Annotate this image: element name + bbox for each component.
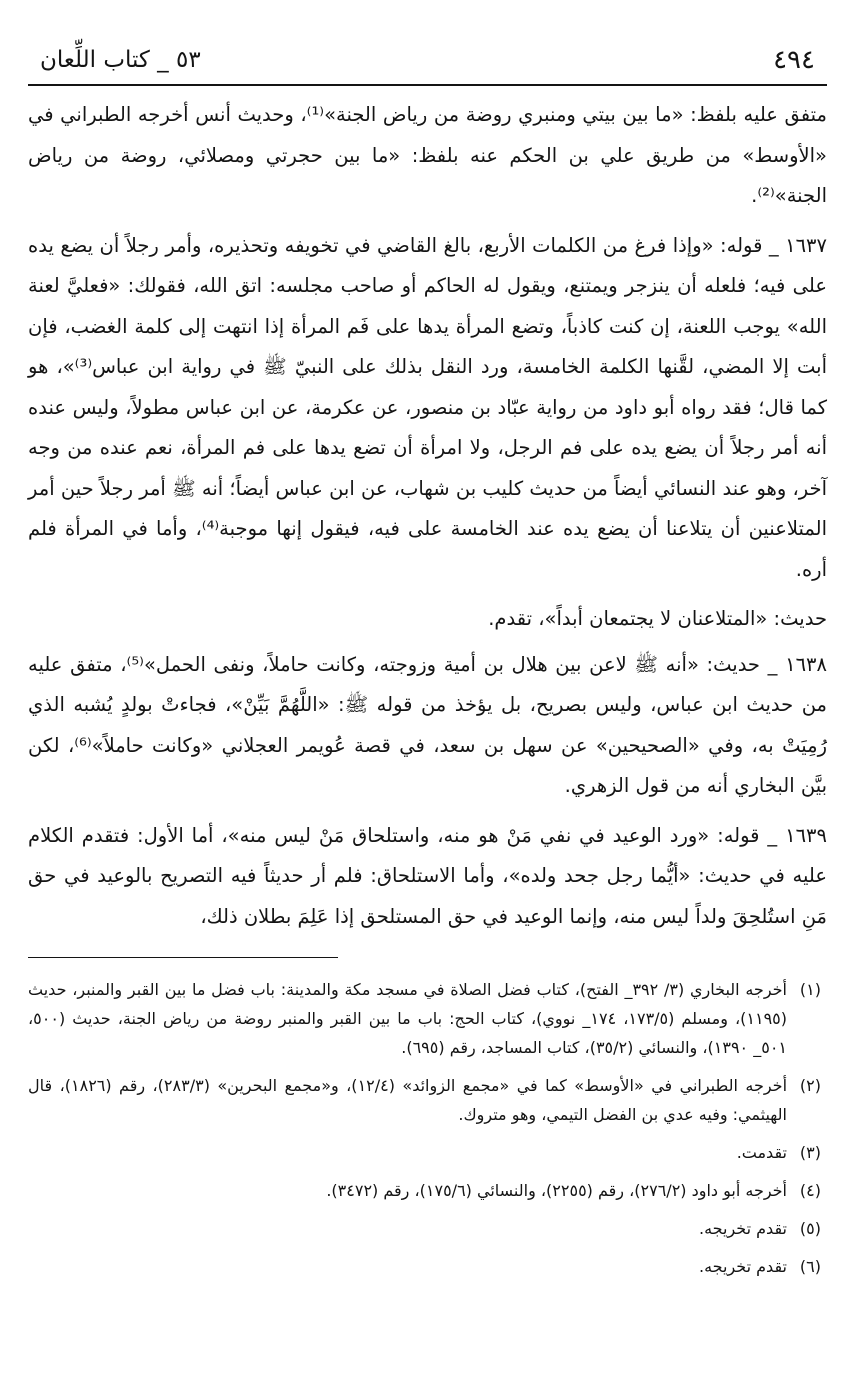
chapter-title: ٥٣ _ كتاب اللِّعان — [40, 47, 201, 73]
footnote-1 — [28, 975, 821, 1062]
footnote-5 — [28, 1214, 821, 1243]
paragraph-1638: ١٦٣٨ _ حديث: «أنه ﷺ لاعن بين هلال بن أمية وزوجته، وكانت حاملاً، ونفى الحمل»⁽⁵⁾، متفق عليه من حديث ابن عباس، وليس بصريح، بل يؤخذ من قوله ﷺ: «اللَّهُمَّ بَيِّنْ»، فجاءتْ بولدٍ يُشبه الذي رُمِيَتْ به، وفي «الصحيحين» عن سهل بن سعد، في قصة عُويمر العجلاني «وكانت حاملاً»⁽⁶⁾، لكن بيَّن البخاري أنه من قول الزهري. — [28, 652, 827, 797]
footnote-text: أخرجه الطبراني في «الأوسط» كما في «مجمع الزوائد» (١٢/٤)، و«مجمع البحرين» (٢٨٣/٣)، رقم (١٨٢٦)، قال الهيثمي: وفيه عدي بن الفضل التيمي، وهو متروك. — [28, 1076, 788, 1124]
paragraph-1637: ١٦٣٧ _ قوله: «وإذا فرغ من الكلمات الأربع، بالغ القاضي في تخويفه وتحذيره، وأمر رجلاً أن يضع يده على فيه؛ فلعله أن ينزجر ويمتنع، ويقول له الحاكم أو صاحب مجلسه: اتق الله، فقولك: «فعليَّ لعنة الله» يوجب اللعنة، إن كنت كاذباً، وتضع المرأة يدها على فَم المرأة إذا انتهت إلى كلمة الغضب، فإن أبت إلا المضي، لقَّنها الكلمة الخامسة، ورد النقل بذلك على النبيّ ﷺ في رواية ابن عباس⁽³⁾»، هو كما قال؛ فقد رواه أبو داود من رواية عبّاد بن منصور، عن عكرمة، عن ابن عباس مطولاً، وليس عنده أنه أمر رجلاً أن يضع يده على فم الرجل، ولا امرأة أن تضع يدها على فم المرأة، نعم عنده من وجه آخر، وهو عند النسائي أيضاً من حديث كليب بن شهاب، عن ابن عباس أيضاً؛ أنه ﷺ أمر رجلاً حين أمر المتلاعنين أن يتلاعنا أن يضع يده عند الخامسة على فيه، فيقول إنها موجبة⁽⁴⁾، وأما في المرأة فلم أره. — [28, 233, 828, 581]
footnotes — [28, 975, 821, 1290]
main-text — [28, 95, 827, 946]
running-header — [28, 40, 827, 86]
paragraph-1639: ١٦٣٩ _ قوله: «ورد الوعيد في نفي مَنْ هو منه، واستلحاق مَنْ ليس منه»، أما الأول: فتقدم الكلام عليه في حديث: «أيُّما رجل جحد ولده»، وأما الاستلحاق: فلم أر حديثاً فيه التصريح بالوعيد في حق مَنِ استُلحِقَ ولداً ليس منه، وإنما الوعيد في حق المستلحق إذا عَلِمَ بطلان ذلك، — [28, 823, 827, 928]
footnote-6 — [28, 1252, 821, 1281]
paragraph-hadith-mutalaainan: حديث: «المتلاعنان لا يجتمعان أبداً»، تقدم. — [488, 607, 827, 630]
footnote-number: (٥) — [799, 1219, 821, 1238]
footnote-2 — [28, 1071, 821, 1129]
footnote-3 — [28, 1138, 821, 1167]
footnote-separator — [28, 957, 338, 958]
paragraph-1: متفق عليه بلفظ: «ما بين بيتي ومنبري روضة من رياض الجنة»⁽¹⁾، وحديث أنس أخرجه الطبراني في «الأوسط» من طريق علي بن الحكم عنه بلفظ: «ما بين حجرتي ومصلائي، روضة من رياض الجنة»⁽²⁾. — [28, 103, 827, 207]
footnote-4 — [28, 1176, 821, 1205]
footnote-text: تقدمت. — [736, 1143, 787, 1162]
footnote-number: (٤) — [799, 1181, 821, 1200]
footnote-number: (١) — [799, 980, 821, 999]
footnote-number: (٦) — [799, 1257, 821, 1276]
footnote-text: أخرجه أبو داود (٢٧٦/٢)، رقم (٢٢٥٥)، والنسائي (١٧٥/٦)، رقم (٣٤٧٢). — [326, 1181, 787, 1200]
footnote-number: (٣) — [799, 1143, 821, 1162]
footnote-text: تقدم تخريجه. — [699, 1257, 787, 1276]
footnote-text: أخرجه البخاري (٣/ ٣٩٢_ الفتح)، كتاب فضل الصلاة في مسجد مكة والمدينة: باب فضل ما بين القبر والمنبر، حديث (١١٩٥)، ومسلم (١٧٣/٥، ١٧٤_ نووي)، كتاب الحج: باب ما بين القبر والمنبر روضة من رياض الجنة، حديث (٥٠٠، ٥٠١_ ١٣٩٠)، والنسائي (٣٥/٢)، كتاب المساجد، رقم (٦٩٥). — [28, 980, 787, 1057]
footnote-text: تقدم تخريجه. — [699, 1219, 787, 1238]
footnote-number: (٢) — [799, 1076, 821, 1095]
page-number: ٤٩٤ — [773, 45, 815, 75]
